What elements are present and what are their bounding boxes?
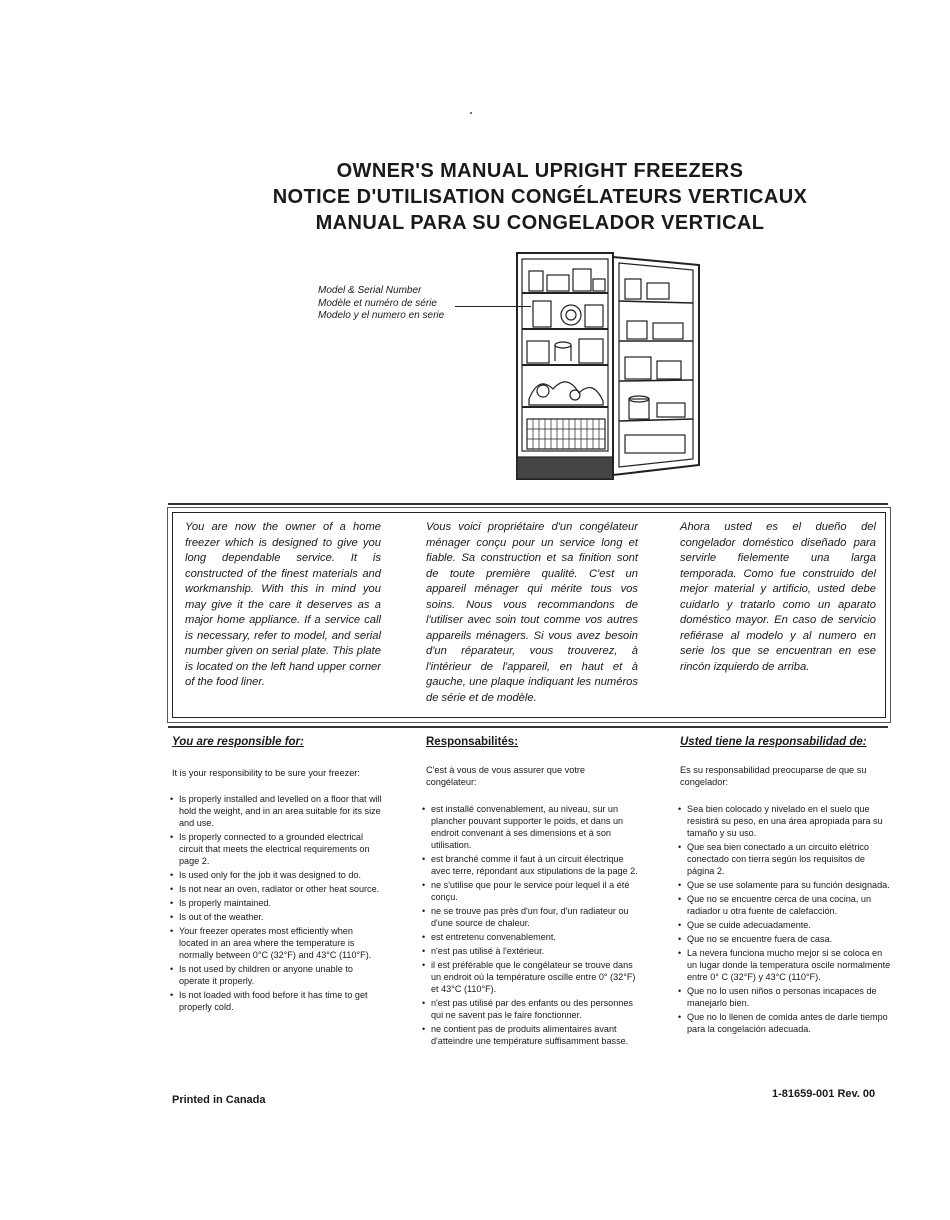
model-label-french: Modèle et numéro de série [318,297,437,309]
list-item: • Que no lo usen niños o personas incapaces de manejarlo bien. [678,985,892,1009]
list-item: • La nevera funciona mucho mejor si se coloca en un lugar donde la temperatura oscile normalmente entre 0° C (32°F) y 43°C (110°F). [678,947,892,983]
list-item: • Is not loaded with food before it has time to get properly cold. [170,989,383,1013]
heading-english: You are responsible for: [172,736,304,748]
heading-spanish: Usted tiene la responsabilidad de: [680,736,867,748]
list-item: • Que no lo llenen de comida antes de darle tiempo para la congelación adecuada. [678,1011,892,1035]
list-item: • Que no se encuentre fuera de casa. [678,933,892,945]
list-item: • Sea bien colocado y nivelado en el suelo que resistirá su peso, en una área apropiada para su tamaño y su uso. [678,803,892,839]
intro-english: You are now the owner of a home freezer which is designed to give you long dependable service. It is constructed of the finest materials and workmanship. With this in mind you may give it the care it deserves as a major home appliance. If a service call is necessary, refer to model, and serial number given on serial plate. This plate is located on the left hand upper corner of the food liner. [185,521,381,688]
lead-spanish: Es su responsabilidad preocuparse de que su congelador: [680,765,867,787]
list-item: • Is not near an oven, radiator or other heat source. [170,883,383,895]
list-item: • Que sea bien conectado a un circuito elétrico conectado con tierra según los requisitos de página 2. [678,841,892,877]
intro-spanish: Ahora usted es el dueño del congelador doméstico diseñado para servirle fielemente una larga temporada. Como fue construido del mejor material y artificio, usted debe cuidarlo y tratarlo como un aparato doméstico mayor. En caso de servicio refiérase al modelo y al numero en serie los que se encuentran en ese rincón izquierdo de arriba. [680,521,876,673]
title-spanish: MANUAL PARA SU CONGELADOR VERTICAL [315,212,765,234]
list-item: • ne se trouve pas près d'un four, d'un radiateur ou d'une source de chaleur. [422,905,640,929]
responsibilities-list-french [422,803,640,1049]
freezer-illustration [513,249,713,489]
list-item: • Is used only for the job it was designed to do. [170,869,383,881]
model-label-english: Model & Serial Number [318,285,422,296]
intro-french: Vous voici propriétaire d'un congélateur ménager conçu pour un service long et fiable. Sa construction et sa finition sont de toute première qualité. C'est un appareil ménager qui mérite tous vos soins. Nous vous recommandons de l'utiliser avec soin tout comme vos autres appareils ménagers. Si vous avez besoin d'un réparateur, vous trouverez, à l'intérieur de l'appareil, en haut et à gauche, une plaque indiquant les numéros de série et de modèle. [426,521,638,704]
lead-french: C'est à vous de vous assurer que votre congélateur: [426,765,586,787]
heading-french: Responsabilités: [426,736,519,748]
list-item: • Que no se encuentre cerca de una cocina, un radiador u otra fuente de calefacción. [678,893,892,917]
responsibilities-list-spanish [678,803,892,1037]
list-item: • Is properly connected to a grounded electrical circuit that meets the electrical requirements on page 2. [170,831,383,867]
printed-in-label: Printed in Canada [172,1094,266,1106]
list-item: • ne contient pas de produits alimentaires avant d'atteindre une température suffisamment basse. [422,1023,640,1047]
manual-title [0,158,950,236]
list-item: • est branché comme il faut à un circuit électrique avec terre, répondant aux stipulations de la page 2. [422,853,640,877]
list-item: • il est préférable que le congélateur se trouve dans un endroit où la température oscille entre 0° (32°F) et 43°C (110°F). [422,959,640,995]
list-item: • Is properly installed and levelled on a floor that will hold the weight, and in an area suitable for its size and use. [170,793,383,829]
list-item: • n'est pas utilisé par des enfants ou des personnes qui ne savent pas le faire fonctionner. [422,997,640,1021]
title-english: OWNER'S MANUAL UPRIGHT FREEZERS [336,160,744,182]
list-item: • n'est pas utilisé à l'extérieur. [422,945,640,957]
list-item: • Is out of the weather. [170,911,383,923]
model-serial-label [318,285,444,323]
list-item: • Que se cuide adecuadamente. [678,919,892,931]
divider-rule-top [168,503,888,505]
list-item: • ne s'utilise que pour le service pour lequel il a été conçu. [422,879,640,903]
responsibilities-list-english [170,793,383,1015]
divider-rule-bottom [168,726,888,728]
title-french: NOTICE D'UTILISATION CONGÉLATEURS VERTICAUX [272,186,808,208]
part-number: 1-81659-001 Rev. 00 [772,1088,876,1100]
model-label-spanish: Modelo y el numero en serie [318,310,445,321]
lead-english: It is your responsibility to be sure your freezer: [172,768,360,778]
list-item: • Your freezer operates most efficiently when located in an area where the temperature is normally between 0°C (32°F) and 43°C (110°F). [170,925,383,961]
list-item: • est installé convenablement, au niveau, sur un plancher pouvant supporter le poids, et dans un endroit convenant à ses dimensions et à son utilisation. [422,803,640,851]
list-item: • Que se use solamente para su función designada. [678,879,892,891]
stray-mark [470,112,472,114]
list-item: • Is not used by children or anyone unable to operate it properly. [170,963,383,987]
list-item: • Is properly maintained. [170,897,383,909]
list-item: • est entretenu convenablement. [422,931,640,943]
